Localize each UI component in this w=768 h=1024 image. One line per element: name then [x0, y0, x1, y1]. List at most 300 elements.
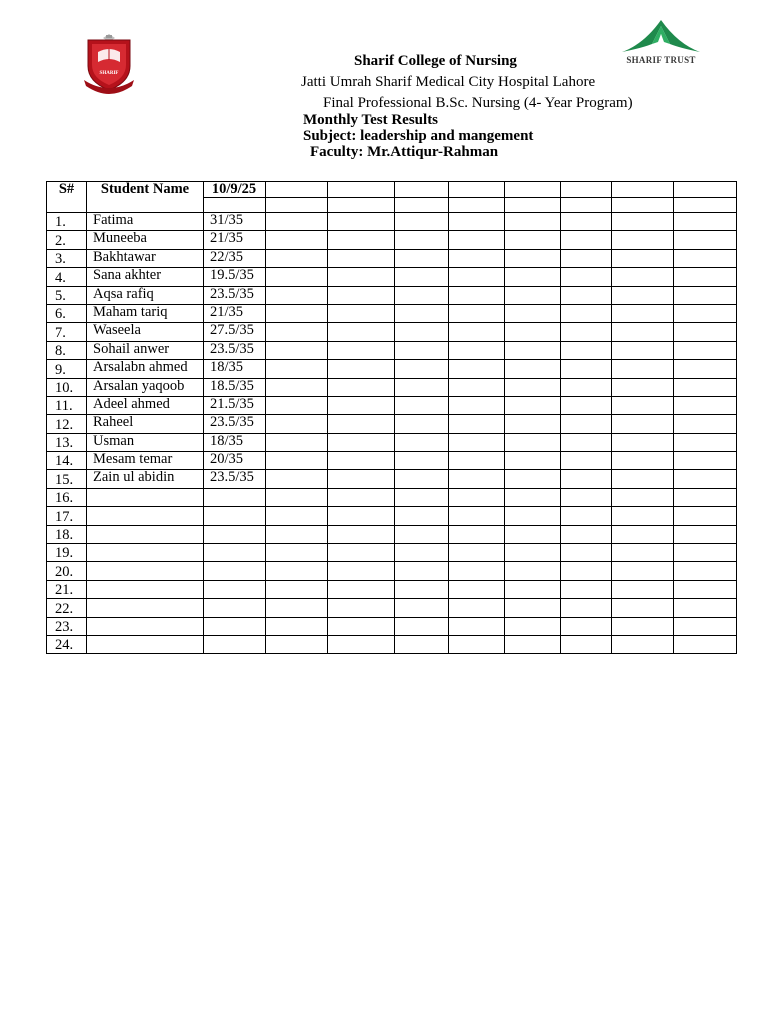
score-cell	[204, 562, 266, 580]
score-cell: 20/35	[204, 452, 266, 470]
serial-number-cell: 3.	[47, 249, 87, 267]
empty-subheader-cell	[674, 198, 737, 213]
empty-test-cell	[612, 507, 674, 525]
empty-test-cell	[395, 268, 449, 286]
serial-number-cell: 23.	[47, 617, 87, 635]
empty-test-cell	[328, 525, 395, 543]
student-name-cell	[87, 599, 204, 617]
empty-test-cell	[395, 525, 449, 543]
empty-test-cell	[561, 617, 612, 635]
empty-test-cell	[561, 323, 612, 341]
empty-test-cell	[561, 507, 612, 525]
empty-test-cell	[561, 544, 612, 562]
empty-test-cell	[612, 580, 674, 598]
serial-number-cell: 9.	[47, 360, 87, 378]
student-name-cell: Waseela	[87, 323, 204, 341]
empty-test-cell	[612, 213, 674, 231]
table-row	[47, 231, 737, 249]
empty-test-cell	[395, 213, 449, 231]
empty-test-cell	[395, 507, 449, 525]
table-row	[47, 599, 737, 617]
student-name-cell	[87, 525, 204, 543]
table-row	[47, 286, 737, 304]
student-name-cell: Zain ul abidin	[87, 470, 204, 488]
empty-test-cell	[266, 268, 328, 286]
results-table	[46, 181, 737, 654]
table-row	[47, 360, 737, 378]
table-row	[47, 635, 737, 653]
serial-header: S#	[47, 182, 87, 213]
empty-test-cell	[395, 286, 449, 304]
empty-test-cell	[612, 544, 674, 562]
student-name-cell: Aqsa rafiq	[87, 286, 204, 304]
empty-test-cell	[449, 507, 505, 525]
table-row	[47, 452, 737, 470]
empty-subheader-cell	[561, 198, 612, 213]
empty-test-cell	[674, 249, 737, 267]
empty-test-cell	[674, 304, 737, 322]
empty-test-cell	[505, 360, 561, 378]
program-name: Final Professional B.Sc. Nursing (4- Year Program)	[323, 95, 633, 111]
table-row	[47, 488, 737, 506]
empty-test-cell	[612, 249, 674, 267]
empty-test-cell	[395, 433, 449, 451]
score-cell: 23.5/35	[204, 415, 266, 433]
serial-number-cell: 2.	[47, 231, 87, 249]
table-row	[47, 396, 737, 414]
score-cell: 22/35	[204, 249, 266, 267]
student-name-cell: Arsalan yaqoob	[87, 378, 204, 396]
serial-number-cell: 5.	[47, 286, 87, 304]
student-name-header: Student Name	[87, 182, 204, 213]
serial-number-cell: 24.	[47, 635, 87, 653]
test-date-header: 10/9/25	[204, 182, 266, 198]
empty-test-cell	[612, 562, 674, 580]
empty-subheader-cell	[328, 198, 395, 213]
serial-number-cell: 16.	[47, 488, 87, 506]
empty-test-cell	[266, 525, 328, 543]
table-row	[47, 341, 737, 359]
serial-number-cell: 8.	[47, 341, 87, 359]
score-cell	[204, 544, 266, 562]
empty-test-cell	[674, 580, 737, 598]
empty-test-cell	[674, 213, 737, 231]
empty-test-cell	[266, 249, 328, 267]
empty-test-cell	[328, 396, 395, 414]
empty-test-cell	[561, 213, 612, 231]
empty-test-cell	[674, 268, 737, 286]
empty-test-cell	[674, 562, 737, 580]
empty-test-cell	[449, 580, 505, 598]
empty-test-cell	[449, 378, 505, 396]
empty-test-cell	[395, 544, 449, 562]
empty-test-cell	[328, 433, 395, 451]
empty-test-cell	[449, 268, 505, 286]
serial-number-cell: 22.	[47, 599, 87, 617]
serial-number-cell: 10.	[47, 378, 87, 396]
empty-test-cell	[612, 525, 674, 543]
score-cell: 21/35	[204, 231, 266, 249]
table-row	[47, 580, 737, 598]
empty-test-cell	[449, 544, 505, 562]
empty-test-cell	[449, 213, 505, 231]
serial-number-cell: 7.	[47, 323, 87, 341]
empty-test-cell	[505, 488, 561, 506]
report-title: Monthly Test Results	[303, 112, 439, 128]
empty-test-cell	[561, 415, 612, 433]
empty-header-cell	[266, 182, 328, 198]
empty-test-cell	[328, 213, 395, 231]
empty-test-cell	[449, 286, 505, 304]
score-cell: 18/35	[204, 433, 266, 451]
empty-test-cell	[328, 378, 395, 396]
empty-test-cell	[612, 286, 674, 304]
score-cell: 23.5/35	[204, 286, 266, 304]
empty-test-cell	[561, 231, 612, 249]
empty-test-cell	[266, 580, 328, 598]
empty-test-cell	[328, 544, 395, 562]
empty-test-cell	[674, 507, 737, 525]
serial-number-cell: 15.	[47, 470, 87, 488]
score-cell	[204, 580, 266, 598]
empty-test-cell	[266, 544, 328, 562]
serial-number-cell: 1.	[47, 213, 87, 231]
empty-test-cell	[505, 268, 561, 286]
empty-test-cell	[449, 488, 505, 506]
empty-test-cell	[505, 396, 561, 414]
empty-test-cell	[266, 507, 328, 525]
empty-test-cell	[505, 415, 561, 433]
empty-header-cell	[505, 182, 561, 198]
empty-test-cell	[395, 599, 449, 617]
empty-test-cell	[449, 562, 505, 580]
serial-number-cell: 13.	[47, 433, 87, 451]
college-name: Sharif College of Nursing	[354, 53, 517, 69]
score-cell	[204, 525, 266, 543]
student-name-cell: Muneeba	[87, 231, 204, 249]
empty-test-cell	[395, 562, 449, 580]
empty-test-cell	[328, 507, 395, 525]
empty-test-cell	[395, 452, 449, 470]
empty-test-cell	[328, 286, 395, 304]
table-row	[47, 213, 737, 231]
empty-test-cell	[266, 213, 328, 231]
student-name-cell: Maham tariq	[87, 304, 204, 322]
empty-test-cell	[561, 378, 612, 396]
empty-test-cell	[449, 323, 505, 341]
score-cell: 18.5/35	[204, 378, 266, 396]
empty-test-cell	[674, 286, 737, 304]
table-row	[47, 304, 737, 322]
empty-test-cell	[266, 378, 328, 396]
table-row	[47, 617, 737, 635]
empty-test-cell	[395, 470, 449, 488]
empty-header-cell	[674, 182, 737, 198]
empty-test-cell	[328, 452, 395, 470]
student-name-cell: Raheel	[87, 415, 204, 433]
empty-test-cell	[505, 580, 561, 598]
empty-test-cell	[561, 286, 612, 304]
empty-test-cell	[561, 452, 612, 470]
score-cell: 31/35	[204, 213, 266, 231]
empty-test-cell	[674, 360, 737, 378]
empty-test-cell	[449, 396, 505, 414]
empty-test-cell	[449, 635, 505, 653]
empty-test-cell	[561, 396, 612, 414]
serial-number-cell: 21.	[47, 580, 87, 598]
serial-number-cell: 4.	[47, 268, 87, 286]
empty-test-cell	[395, 617, 449, 635]
empty-test-cell	[561, 341, 612, 359]
empty-test-cell	[395, 488, 449, 506]
empty-subheader-cell	[449, 198, 505, 213]
empty-test-cell	[395, 396, 449, 414]
trust-logo-text: SHARIF TRUST	[626, 55, 696, 65]
table-row	[47, 433, 737, 451]
empty-test-cell	[561, 580, 612, 598]
empty-test-cell	[505, 507, 561, 525]
empty-test-cell	[505, 433, 561, 451]
empty-test-cell	[561, 470, 612, 488]
student-name-cell	[87, 562, 204, 580]
empty-test-cell	[328, 488, 395, 506]
empty-test-cell	[266, 396, 328, 414]
empty-test-cell	[328, 268, 395, 286]
table-row	[47, 378, 737, 396]
student-name-cell: Bakhtawar	[87, 249, 204, 267]
empty-test-cell	[505, 323, 561, 341]
serial-number-cell: 20.	[47, 562, 87, 580]
empty-test-cell	[505, 470, 561, 488]
empty-subheader-cell	[612, 198, 674, 213]
empty-test-cell	[561, 599, 612, 617]
empty-test-cell	[561, 433, 612, 451]
empty-test-cell	[266, 488, 328, 506]
empty-test-cell	[505, 562, 561, 580]
empty-test-cell	[505, 544, 561, 562]
table-row	[47, 323, 737, 341]
empty-test-cell	[395, 360, 449, 378]
empty-test-cell	[505, 213, 561, 231]
score-cell: 19.5/35	[204, 268, 266, 286]
empty-test-cell	[561, 635, 612, 653]
empty-test-cell	[266, 360, 328, 378]
empty-test-cell	[674, 433, 737, 451]
empty-test-cell	[505, 635, 561, 653]
student-name-cell	[87, 544, 204, 562]
empty-test-cell	[449, 249, 505, 267]
score-cell	[204, 507, 266, 525]
student-name-cell	[87, 617, 204, 635]
empty-test-cell	[505, 304, 561, 322]
empty-test-cell	[612, 396, 674, 414]
empty-header-cell	[612, 182, 674, 198]
empty-test-cell	[674, 488, 737, 506]
empty-test-cell	[612, 360, 674, 378]
table-row	[47, 562, 737, 580]
table-row	[47, 525, 737, 543]
student-name-cell: Arsalabn ahmed	[87, 360, 204, 378]
empty-test-cell	[395, 304, 449, 322]
student-name-cell: Sana akhter	[87, 268, 204, 286]
empty-test-cell	[266, 452, 328, 470]
empty-header-cell	[395, 182, 449, 198]
empty-test-cell	[561, 525, 612, 543]
empty-test-cell	[266, 599, 328, 617]
empty-test-cell	[505, 249, 561, 267]
empty-test-cell	[505, 617, 561, 635]
student-name-cell	[87, 580, 204, 598]
empty-test-cell	[449, 617, 505, 635]
subject-line: Subject: leadership and mangement	[303, 128, 534, 144]
empty-test-cell	[505, 341, 561, 359]
empty-test-cell	[612, 304, 674, 322]
empty-test-cell	[266, 341, 328, 359]
empty-test-cell	[612, 341, 674, 359]
serial-number-cell: 12.	[47, 415, 87, 433]
empty-test-cell	[328, 249, 395, 267]
score-cell: 18/35	[204, 360, 266, 378]
empty-test-cell	[612, 452, 674, 470]
empty-test-cell	[395, 580, 449, 598]
empty-test-cell	[328, 562, 395, 580]
score-cell: 21/35	[204, 304, 266, 322]
empty-test-cell	[674, 525, 737, 543]
empty-test-cell	[561, 304, 612, 322]
empty-test-cell	[328, 415, 395, 433]
svg-text:SHARIF: SHARIF	[99, 71, 119, 76]
crest-icon	[82, 32, 136, 96]
empty-test-cell	[328, 304, 395, 322]
empty-test-cell	[505, 231, 561, 249]
empty-test-cell	[449, 433, 505, 451]
empty-test-cell	[395, 323, 449, 341]
empty-header-cell	[328, 182, 395, 198]
table-row	[47, 268, 737, 286]
empty-test-cell	[449, 341, 505, 359]
table-row	[47, 507, 737, 525]
empty-test-cell	[674, 231, 737, 249]
empty-test-cell	[612, 415, 674, 433]
empty-test-cell	[328, 635, 395, 653]
empty-header-cell	[561, 182, 612, 198]
empty-test-cell	[674, 470, 737, 488]
empty-test-cell	[612, 599, 674, 617]
empty-test-cell	[395, 231, 449, 249]
empty-test-cell	[266, 286, 328, 304]
empty-test-cell	[612, 617, 674, 635]
empty-test-cell	[505, 286, 561, 304]
empty-test-cell	[561, 488, 612, 506]
hospital-name: Jatti Umrah Sharif Medical City Hospital Lahore	[301, 74, 596, 90]
student-name-cell: Usman	[87, 433, 204, 451]
empty-test-cell	[505, 599, 561, 617]
trust-tent-icon	[618, 18, 704, 56]
score-cell	[204, 488, 266, 506]
empty-test-cell	[266, 562, 328, 580]
empty-test-cell	[395, 341, 449, 359]
table-row	[47, 470, 737, 488]
empty-test-cell	[561, 360, 612, 378]
score-cell: 23.5/35	[204, 470, 266, 488]
empty-test-cell	[674, 415, 737, 433]
empty-test-cell	[561, 268, 612, 286]
score-cell	[204, 599, 266, 617]
empty-test-cell	[612, 433, 674, 451]
student-name-cell: Sohail anwer	[87, 341, 204, 359]
empty-subheader-cell	[505, 198, 561, 213]
score-cell: 23.5/35	[204, 341, 266, 359]
empty-test-cell	[505, 378, 561, 396]
empty-subheader-cell	[395, 198, 449, 213]
empty-test-cell	[328, 617, 395, 635]
empty-test-cell	[266, 304, 328, 322]
table-row	[47, 249, 737, 267]
empty-test-cell	[505, 452, 561, 470]
empty-subheader-cell	[266, 198, 328, 213]
empty-test-cell	[449, 452, 505, 470]
empty-test-cell	[612, 231, 674, 249]
student-name-cell	[87, 635, 204, 653]
empty-test-cell	[561, 562, 612, 580]
faculty-line: Faculty: Mr.Attiqur-Rahman	[310, 144, 499, 160]
empty-test-cell	[674, 544, 737, 562]
student-name-cell: Fatima	[87, 213, 204, 231]
empty-test-cell	[612, 268, 674, 286]
empty-test-cell	[449, 599, 505, 617]
empty-test-cell	[612, 470, 674, 488]
table-header-row	[47, 182, 737, 198]
student-name-cell: Mesam temar	[87, 452, 204, 470]
empty-test-cell	[449, 525, 505, 543]
empty-test-cell	[266, 231, 328, 249]
empty-test-cell	[505, 525, 561, 543]
score-cell	[204, 617, 266, 635]
empty-test-cell	[449, 231, 505, 249]
empty-test-cell	[612, 488, 674, 506]
empty-test-cell	[266, 470, 328, 488]
empty-test-cell	[449, 415, 505, 433]
student-name-cell	[87, 507, 204, 525]
empty-test-cell	[266, 635, 328, 653]
score-cell: 27.5/35	[204, 323, 266, 341]
serial-number-cell: 11.	[47, 396, 87, 414]
empty-test-cell	[266, 323, 328, 341]
empty-test-cell	[266, 415, 328, 433]
empty-test-cell	[395, 415, 449, 433]
empty-subheader-cell	[204, 198, 266, 213]
serial-number-cell: 19.	[47, 544, 87, 562]
empty-test-cell	[674, 452, 737, 470]
empty-test-cell	[449, 360, 505, 378]
empty-test-cell	[266, 433, 328, 451]
score-cell: 21.5/35	[204, 396, 266, 414]
empty-test-cell	[395, 249, 449, 267]
empty-test-cell	[612, 378, 674, 396]
empty-test-cell	[328, 470, 395, 488]
serial-number-cell: 17.	[47, 507, 87, 525]
college-crest-logo	[82, 32, 136, 96]
student-name-cell	[87, 488, 204, 506]
empty-test-cell	[561, 249, 612, 267]
empty-test-cell	[674, 378, 737, 396]
empty-test-cell	[674, 599, 737, 617]
empty-test-cell	[674, 635, 737, 653]
empty-test-cell	[328, 341, 395, 359]
student-name-cell: Adeel ahmed	[87, 396, 204, 414]
empty-test-cell	[674, 617, 737, 635]
empty-test-cell	[674, 341, 737, 359]
